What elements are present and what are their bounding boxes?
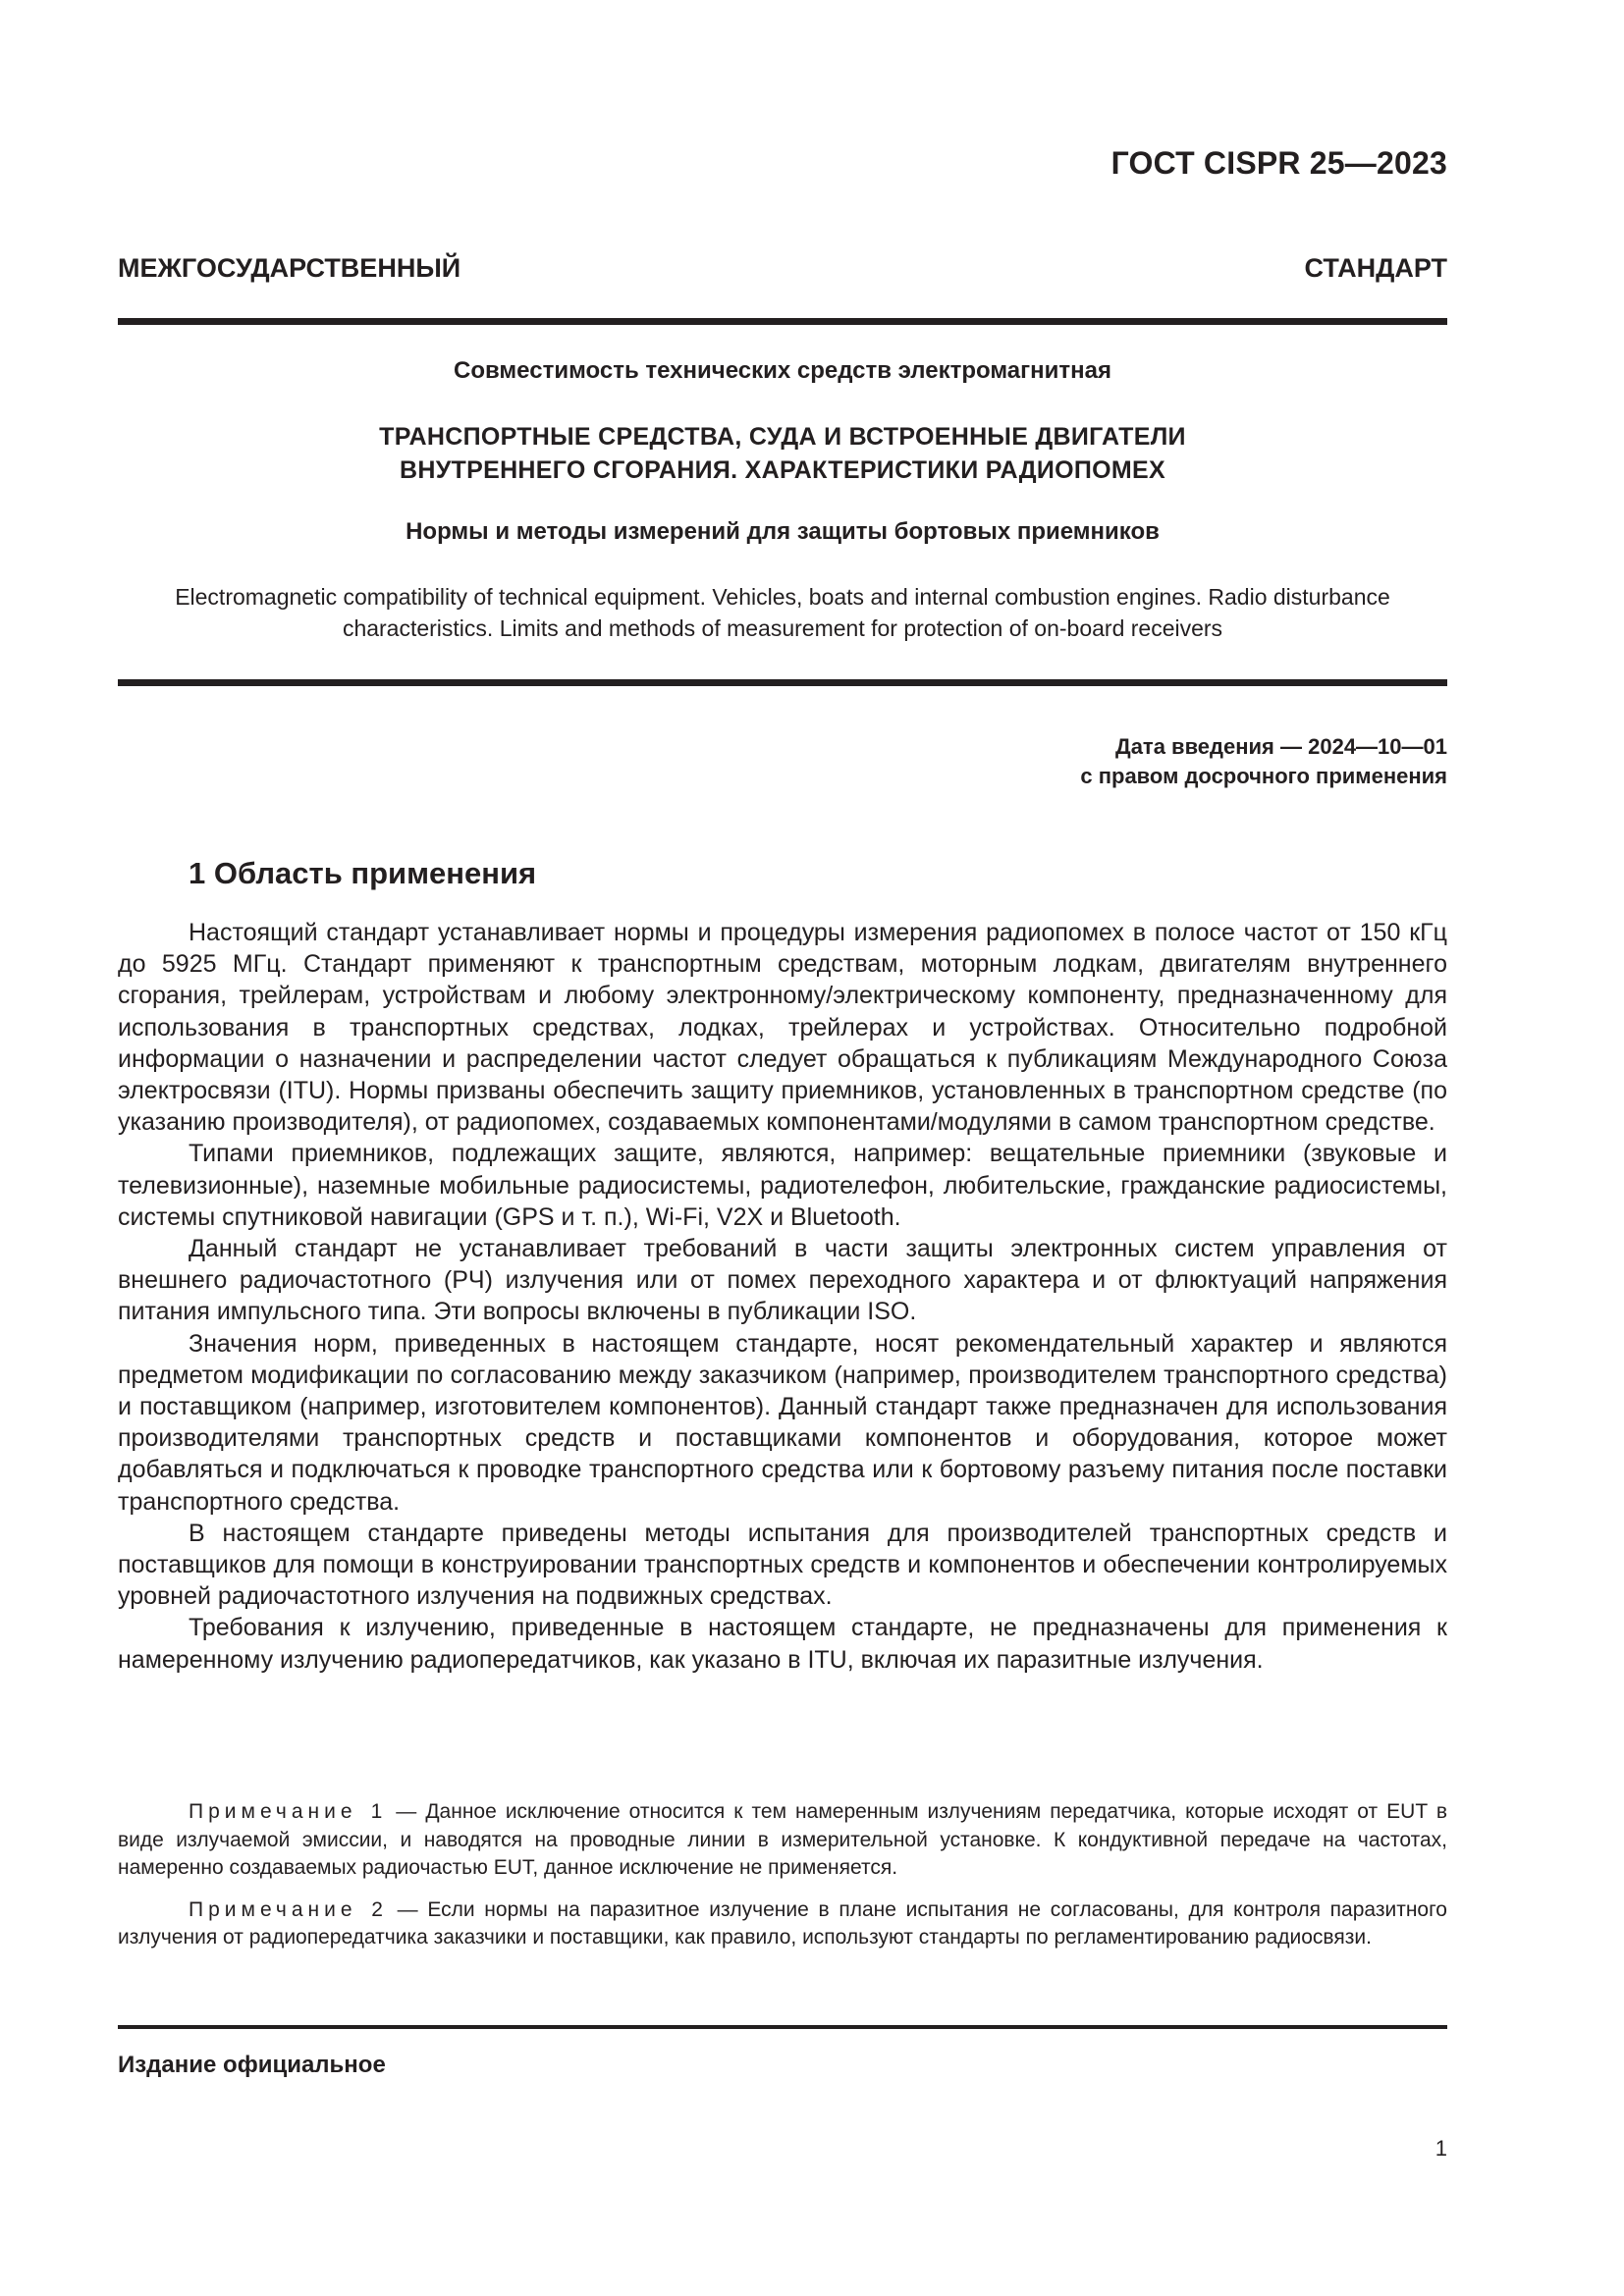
early-application-note: с правом досрочного применения [1080, 764, 1447, 788]
standard-type-heading: МЕЖГОСУДАРСТВЕННЫЙ СТАНДАРТ [118, 253, 1447, 283]
english-title: Electromagnetic compatibility of technical equipment. Vehicles, boats and internal combustion engines. Radio disturbance characteristics. Limits and methods of measurement for protection of on-board receivers [175, 584, 1390, 641]
notes-block [118, 1798, 1447, 1966]
note-1 [118, 1798, 1447, 1883]
edition-label: Издание официальное [118, 2052, 386, 2078]
paragraph: Настоящий стандарт устанавливает нормы и процедуры измерения радиопомех в полосе частот от 150 кГц до 5925 МГц. Стандарт применяют к транспортным средствам, моторным лодкам, двигателям внутреннего сгорания, трейлерам, устройствам и любому электронному/электрическому компоненту, предназначенному для использования в транспортных средствах, лодках, трейлерах и устройствах. Относительно подробной информации о назначении и распределении частот следует обращаться к публикациям Международного Союза электросвязи (ITU). Нормы призваны обеспечить защиту приемников, установленных в транспортном средстве (по указанию производителя), от радиопомех, создаваемых компонентами/модулями в самом транспортном средстве. [118, 919, 1447, 1137]
standard-subject: Совместимость технических средств электромагнитная [454, 357, 1111, 384]
paragraph: Значения норм, приведенных в настоящем стандарте, носят рекомендательный характер и являются предметом модификации по согласованию между заказчиком (например, производителем транспортного средства) и поставщиком (например, изготовителем компонентов). Данный стандарт также предназначен для использования производителями транспортных средств и поставщиками компонентов и оборудования, которое может добавляться и подключаться к проводке транспортного средства или к бортовому разъему питания после поставки транспортного средства. [118, 1329, 1447, 1516]
note-2 [118, 1896, 1447, 1952]
title-divider [118, 679, 1447, 686]
main-title-line-1: ТРАНСПОРТНЫЕ СРЕДСТВА, СУДА И ВСТРОЕННЫЕ ДВИГАТЕЛИ [379, 423, 1186, 451]
paragraph: Требования к излучению, приведенные в настоящем стандарте, не предназначены для применения к намеренному излучению радиопередатчиков, как указано в ITU, включая их паразитные излучения. [118, 1614, 1447, 1674]
paragraph: В настоящем стандарте приведены методы испытания для производителей транспортных средств и поставщиков для помощи в конструировании транспортных средств и компонентов и обеспечении контролируемых уровней радиочастотного излучения на подвижных средствах. [118, 1519, 1447, 1611]
paragraph: Типами приемников, подлежащих защите, являются, например: вещательные приемники (звуковые и телевизионные), наземные мобильные радиосистемы, радиотелефон, любительские, гражданские радиосистемы, системы спутниковой навигации (GPS и т. п.), Wi-Fi, V2X и Bluetooth. [118, 1140, 1447, 1231]
paragraph: Данный стандарт не устанавливает требований в части защиты электронных систем управления от внешнего радиочастотного (РЧ) излучения или от помех переходного характера и от флюктуаций напряжения питания импульсного типа. Эти вопросы включены в публикации ISO. [118, 1235, 1447, 1326]
footer-divider [118, 2025, 1447, 2029]
note-text: — Данное исключение относится к тем намеренным излучениям передатчика, которые исходят от EUT в виде излучаемой эмиссии, и наводятся на проводные линии в измерительной установке. К кондуктивной передаче на частотах, намеренно создаваемых радиочастью EUT, данное исключение не применяется. [118, 1800, 1447, 1879]
section-body [118, 917, 1447, 1676]
document-code: ГОСТ CISPR 25—2023 [1110, 145, 1447, 181]
introduction-date: Дата введения — 2024—10—01 [1115, 734, 1447, 759]
note-label: Примечание 1 [189, 1800, 388, 1823]
main-title-line-2: ВНУТРЕННЕГО СГОРАНИЯ. ХАРАКТЕРИСТИКИ РАДИОПОМЕХ [399, 456, 1165, 484]
note-label: Примечание 2 [189, 1897, 388, 1921]
main-title [118, 420, 1447, 487]
introduction-date-block [1080, 732, 1447, 791]
top-divider [118, 318, 1447, 325]
title-subheading: Нормы и методы измерений для защиты бортовых приемников [406, 518, 1160, 545]
page-number: 1 [1435, 2136, 1447, 2161]
note-text: — Если нормы на паразитное излучение в плане испытания не согласованы, для контроля паразитного излучения от радиопередатчика заказчики и поставщики, как правило, используют стандарты по регламентированию радиосвязи. [118, 1897, 1447, 1949]
section-heading: 1 Область применения [189, 856, 537, 890]
